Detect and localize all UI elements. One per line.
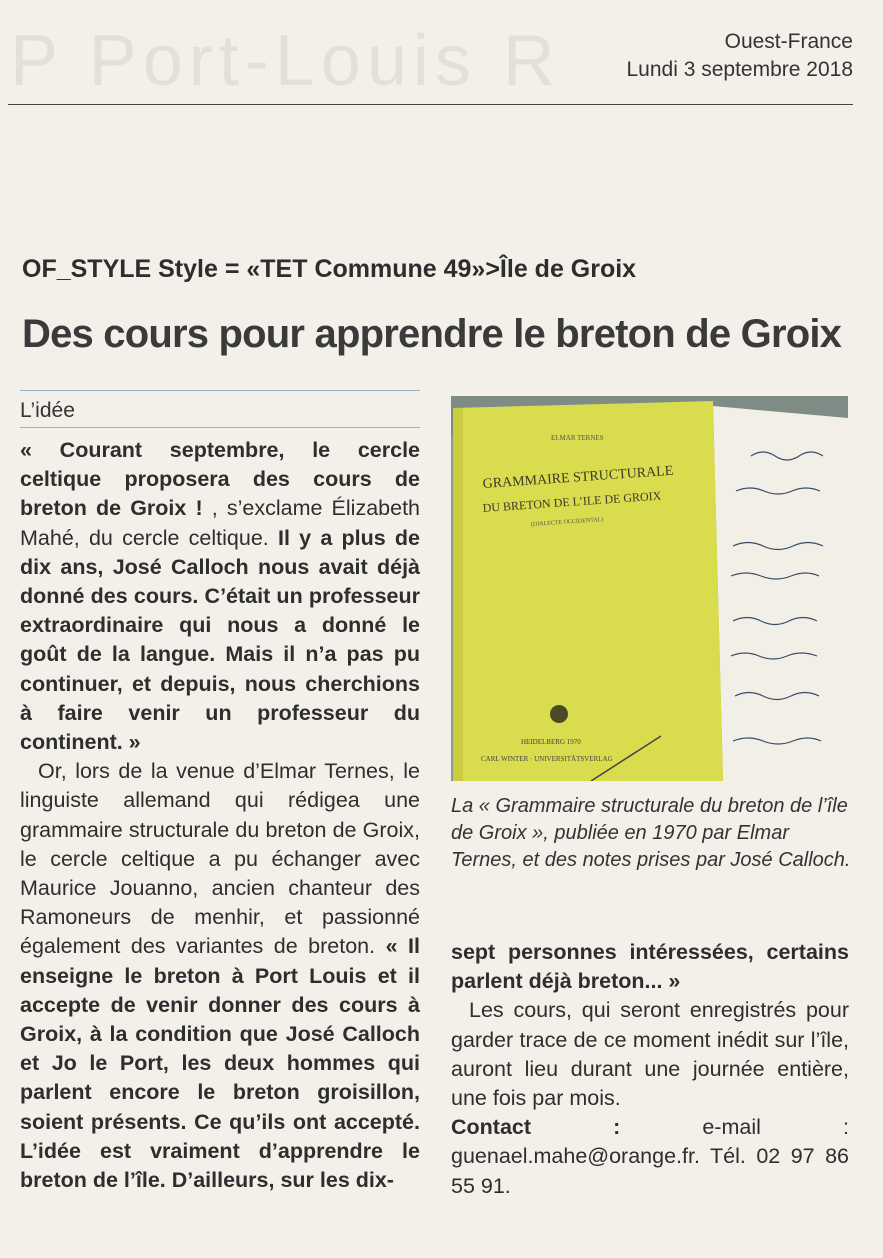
quote-bold: « Courant septembre, le cercle celtique proposera des cours de breton de Groix !	[20, 438, 420, 521]
book-title-line-1: GRAMMAIRE STRUCTURALE	[482, 463, 674, 492]
left-body	[20, 436, 420, 1195]
right-body	[451, 938, 849, 1201]
book-publisher: CARL WINTER · UNIVERSITÄTSVERLAG	[481, 755, 613, 763]
header-rule	[8, 104, 853, 105]
left-column	[20, 390, 420, 1195]
right-column	[451, 938, 849, 1201]
paragraph: Les cours, qui seront enregistrés pour garder trace de ce moment inédit sur l’île, auront lieu durant une journée entière, une fois par mois.	[451, 998, 849, 1111]
publication-name: Ouest-France	[724, 30, 853, 53]
contact-label: Contact :	[451, 1115, 621, 1140]
section-label: L’idée	[20, 399, 75, 422]
publisher-emblem-icon	[550, 705, 568, 723]
masthead	[627, 28, 854, 84]
book-title-line-2: DU BRETON DE L’ILE DE GROIX	[482, 488, 662, 515]
quote-bold: « Il enseigne le breton à Port Louis et il accepte de venir donner des cours à Groix, à la condition que José Calloch et Jo le Port, les deux hommes qui parlent encore le breton groisillon, soient présents. Ce qu’ils ont accepté. L’idée est vraiment d’apprendre le breton de l’île. D’ailleurs, sur les dix-	[20, 934, 420, 1193]
article-photo	[451, 396, 848, 781]
article-kicker: OF_STYLE Style = «TET Commune 49»>Île de Groix	[22, 255, 637, 283]
paragraph	[20, 436, 420, 757]
book-author: ELMAR TERNES	[551, 434, 604, 442]
background-ghost-text: P Port-Louis R	[10, 21, 561, 101]
text-normal: Or, lors de la venue d’Elmar Ternes, le linguiste allemand qui rédigea une grammaire structurale du breton de Groix, le cercle celtique a pu échanger avec Maurice Jouanno, ancien chanteur des Ramoneurs de menhir, et passionné également des variantes de breton.	[20, 759, 420, 959]
book-subtitle: (DIALECTE OCCIDENTAL)	[530, 516, 604, 528]
quote-bold: Il y a plus de dix ans, José Calloch nous avait déjà donné des cours. C’était un professeur extraordinaire qui nous a donné le goût de la langue. Mais il n’a pas pu continuer, et depuis, nous cherchions à faire venir un professeur du continent. »	[20, 525, 421, 755]
article-headline: Des cours pour apprendre le breton de Groix	[22, 312, 842, 356]
quote-bold: sept personnes intéressées, certains parlent déjà breton... »	[451, 940, 849, 994]
paragraph	[20, 757, 420, 1195]
text-normal: , s’exclame Élizabeth Mahé, du cercle celtique.	[20, 496, 421, 550]
contact-details: e-mail : guenael.mahe@orange.fr. Tél. 02 97 86 55 91.	[451, 1115, 849, 1198]
paragraph	[451, 938, 849, 996]
photo-caption: La « Grammaire structurale du breton de l’île de Groix », publiée en 1970 par Elmar Ternes, et des notes prises par José Calloch.	[451, 795, 851, 871]
contact-line	[451, 1113, 849, 1201]
book-place: HEIDELBERG 1970	[521, 738, 581, 746]
section-rule-bottom	[20, 427, 420, 428]
publication-date: Lundi 3 septembre 2018	[626, 58, 853, 81]
